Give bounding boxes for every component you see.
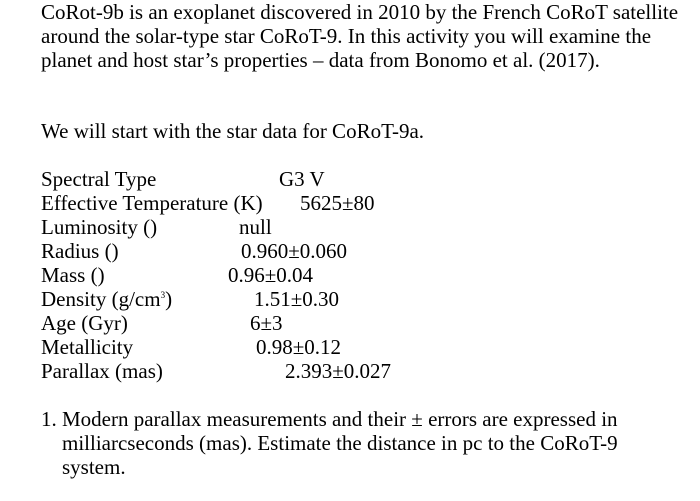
question-1 xyxy=(41,407,641,479)
property-value: null xyxy=(239,215,272,239)
property-row-radius xyxy=(41,239,641,263)
density-unit-superscript: 3 xyxy=(160,290,166,300)
property-value: 5625±80 xyxy=(300,191,375,215)
property-value: 2.393±0.027 xyxy=(285,359,392,383)
property-row-mass xyxy=(41,263,641,287)
property-label: Effective Temperature (K) xyxy=(41,191,263,215)
property-value: 1.51±0.30 xyxy=(254,287,340,311)
property-label: Radius () xyxy=(41,239,119,263)
property-value: 6±3 xyxy=(250,311,283,335)
property-label: Luminosity () xyxy=(41,215,158,239)
property-row-age xyxy=(41,311,641,335)
property-label xyxy=(41,287,172,311)
property-value: 0.960±0.060 xyxy=(241,239,348,263)
property-label: Age (Gyr) xyxy=(41,311,128,335)
property-value: 0.96±0.04 xyxy=(228,263,314,287)
property-row-spectral-type xyxy=(41,167,641,191)
property-value: 0.98±0.12 xyxy=(256,335,342,359)
property-row-effective-temperature xyxy=(41,191,641,215)
question-number: 1. xyxy=(41,407,57,431)
density-label-text: Density (g/cm xyxy=(41,287,161,311)
property-row-luminosity xyxy=(41,215,641,239)
property-label: Metallicity xyxy=(41,335,134,359)
density-label-close: ) xyxy=(165,287,173,311)
property-row-density xyxy=(41,287,641,311)
property-row-parallax xyxy=(41,359,641,383)
property-label: Spectral Type xyxy=(41,167,157,191)
property-label: Parallax (mas) xyxy=(41,359,163,383)
property-value: G3 V xyxy=(279,167,325,191)
question-text: Modern parallax measurements and their ± errors are expressed in milliarcseconds (mas). Estimate the distance in pc to the CoRoT-9 system. xyxy=(62,407,618,479)
intro-paragraph: CoRot-9b is an exoplanet discovered in 2010 by the French CoRoT satellite around the solar-type star CoRoT-9. In this activity you will examine the planet and host star’s properties – data from Bonomo et al. (2017). xyxy=(41,0,679,72)
property-row-metallicity xyxy=(41,335,641,359)
star-data-intro: We will start with the star data for CoRoT-9a. xyxy=(41,119,425,143)
star-properties-table xyxy=(41,167,641,387)
property-label: Mass () xyxy=(41,263,105,287)
